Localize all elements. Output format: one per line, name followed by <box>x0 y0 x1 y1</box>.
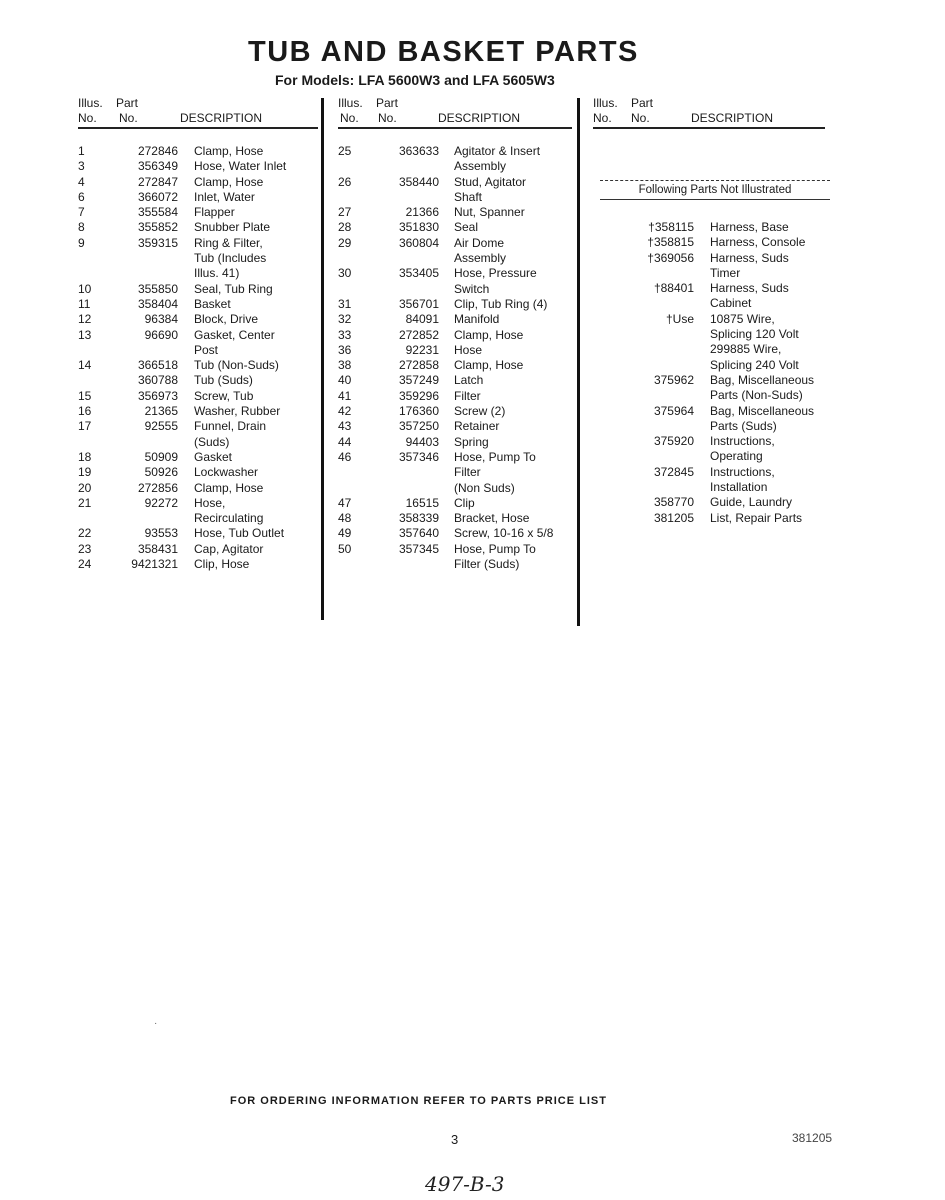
illus-number: 49 <box>338 526 352 541</box>
part-description: Guide, Laundry <box>710 495 793 510</box>
part-number: 381205 <box>653 510 694 525</box>
part-description: Clamp, Hose <box>194 144 264 158</box>
part-number: 356701 <box>398 296 439 311</box>
illus-no-header: No. <box>340 111 359 125</box>
header-rule <box>78 127 318 129</box>
part-description: Bracket, Hose <box>454 511 530 526</box>
part-description: Basket <box>194 296 231 311</box>
part-description: Hose, Pressure <box>454 266 537 281</box>
part-number: 96384 <box>144 312 178 327</box>
part-description: Screw (2) <box>454 404 506 419</box>
models-subtitle: For Models: LFA 5600W3 and LFA 5605W3 <box>275 72 555 88</box>
part-description: Bag, Miscellaneous <box>710 403 815 418</box>
part-description: List, Repair Parts <box>710 510 803 525</box>
part-number: 92231 <box>405 342 439 357</box>
part-description: Splicing 240 Volt <box>710 357 799 372</box>
illus-number: 50 <box>338 541 352 556</box>
part-number: 16515 <box>405 495 439 510</box>
handwritten-note: 497-B-3 <box>425 1172 505 1196</box>
part-description: Cap, Agitator <box>194 541 264 556</box>
part-number: 358404 <box>137 296 178 311</box>
part-description: Recirculating <box>194 511 264 526</box>
part-description: Hose, Water Inlet <box>194 159 287 174</box>
part-description: Splicing 120 Volt <box>710 327 799 342</box>
not-illustrated-note: Following Parts Not Illustrated <box>600 180 830 200</box>
illus-number: 40 <box>338 373 352 388</box>
part-description: Washer, Rubber <box>194 404 281 419</box>
part-number: 357346 <box>398 449 439 464</box>
part-description: Clamp, Hose <box>194 174 264 189</box>
illus-number: 48 <box>338 511 352 526</box>
part-description: Ring & Filter, <box>194 235 263 250</box>
part-number: 359315 <box>137 235 178 250</box>
page-title: TUB AND BASKET PARTS <box>248 36 639 68</box>
part-number: 359296 <box>398 388 439 403</box>
part-number: 360788 <box>137 373 178 388</box>
part-number: †358815 <box>647 235 694 250</box>
illus-number: 7 <box>78 205 85 220</box>
illus-number: 25 <box>338 144 352 158</box>
part-description: Installation <box>710 480 768 495</box>
header-rule <box>593 127 825 129</box>
part-number: 353405 <box>398 266 439 281</box>
part-no-header: No. <box>378 111 397 125</box>
part-number: 358440 <box>398 174 439 189</box>
illus-number: 33 <box>338 327 352 342</box>
part-number: †Use <box>665 311 694 326</box>
part-description: Hose, <box>194 495 226 510</box>
illus-number: 41 <box>338 388 352 403</box>
part-description: Stud, Agitator <box>454 174 527 189</box>
part-description: Nut, Spanner <box>454 205 525 220</box>
part-description: Operating <box>710 449 763 464</box>
part-description: Assembly <box>454 251 507 266</box>
part-number: †88401 <box>653 281 694 296</box>
part-description: Hose, Pump To <box>454 541 536 556</box>
part-number: 272847 <box>137 174 178 189</box>
illus-number: 42 <box>338 404 352 419</box>
part-number: †358115 <box>648 220 694 234</box>
illus-no-header: No. <box>593 111 612 125</box>
illus-number: 43 <box>338 419 352 434</box>
illus-header: Illus. <box>78 96 103 110</box>
part-description: Inlet, Water <box>194 189 255 204</box>
part-description: Assembly <box>454 159 507 174</box>
illus-number: 29 <box>338 235 352 250</box>
part-description: Instructions, <box>710 434 775 449</box>
part-number: 272858 <box>398 358 439 373</box>
part-number: 363633 <box>398 144 439 158</box>
illus-number: 6 <box>78 189 85 204</box>
description-header: DESCRIPTION <box>180 111 263 125</box>
part-description: Cabinet <box>710 296 752 311</box>
illus-number: 12 <box>78 312 92 327</box>
part-number: 357640 <box>398 526 439 541</box>
illus-number: 14 <box>78 358 92 373</box>
part-description: Harness, Suds <box>710 281 789 296</box>
part-description: Lockwasher <box>194 465 259 480</box>
part-description: Gasket, Center <box>194 327 275 342</box>
part-no-header: No. <box>631 111 650 125</box>
part-number: 272846 <box>137 144 178 158</box>
part-description: Tub (Suds) <box>194 373 253 388</box>
part-description: Hose, Pump To <box>454 449 536 464</box>
illus-number: 31 <box>338 296 352 311</box>
part-number: 358431 <box>137 541 178 556</box>
part-number: 357345 <box>398 541 439 556</box>
part-description: Screw, 10-16 x 5/8 <box>454 526 554 541</box>
part-description: Filter <box>454 388 481 403</box>
illus-number: 22 <box>78 526 92 541</box>
part-description: Seal <box>454 220 479 235</box>
part-description: Instructions, <box>710 464 775 479</box>
part-description: Hose <box>454 342 483 357</box>
part-description: Clip, Hose <box>194 557 250 572</box>
part-number: 9421321 <box>131 557 178 572</box>
part-description: Clamp, Hose <box>454 327 524 342</box>
illus-number: 11 <box>78 296 91 311</box>
illus-number: 9 <box>78 235 85 250</box>
part-description: Parts (Non-Suds) <box>710 388 803 403</box>
illus-number: 4 <box>78 174 85 189</box>
illus-number: 13 <box>78 327 92 342</box>
part-number: 21366 <box>405 205 439 220</box>
part-description: 299885 Wire, <box>710 342 782 357</box>
part-description: Tub (Non-Suds) <box>194 358 279 373</box>
part-description: Block, Drive <box>194 312 259 327</box>
part-description: Flapper <box>194 205 235 220</box>
part-description: Harness, Base <box>710 220 789 234</box>
illus-number: 26 <box>338 174 352 189</box>
illus-number: 19 <box>78 465 92 480</box>
part-number: 272856 <box>137 480 178 495</box>
illus-number: 15 <box>78 388 92 403</box>
illus-number: 28 <box>338 220 352 235</box>
part-description: Retainer <box>454 419 500 434</box>
part-number: 92555 <box>144 419 178 434</box>
illus-number: 10 <box>78 281 92 296</box>
part-number: 375920 <box>653 434 694 449</box>
illus-no-header: No. <box>78 111 97 125</box>
illus-number: 23 <box>78 541 92 556</box>
illus-number: 18 <box>78 449 92 464</box>
part-number: 50909 <box>144 449 178 464</box>
part-description: Filter (Suds) <box>454 557 520 572</box>
part-description: (Suds) <box>194 434 230 449</box>
column-divider-left <box>321 98 324 620</box>
header-rule <box>338 127 572 129</box>
illus-number: 8 <box>78 220 85 235</box>
part-number: 21365 <box>144 404 178 419</box>
part-header: Part <box>116 96 139 110</box>
part-description: Shaft <box>454 189 483 204</box>
description-header: DESCRIPTION <box>438 111 521 125</box>
part-description: Clamp, Hose <box>194 480 264 495</box>
part-number: 358770 <box>653 495 694 510</box>
scan-speck: · <box>154 1018 158 1029</box>
part-description: Gasket <box>194 449 233 464</box>
part-number: 92272 <box>144 495 178 510</box>
part-number: 366518 <box>137 358 178 373</box>
part-number: 94403 <box>405 434 439 449</box>
illus-header: Illus. <box>593 96 618 110</box>
part-description: Clamp, Hose <box>454 358 524 373</box>
illus-number: 21 <box>78 495 92 510</box>
part-description: Latch <box>454 373 484 388</box>
part-description: Clip, Tub Ring (4) <box>454 296 548 311</box>
part-description: Screw, Tub <box>194 388 254 403</box>
part-number: 357249 <box>398 373 439 388</box>
part-number: †369056 <box>647 250 694 265</box>
part-description: (Non Suds) <box>454 480 515 495</box>
part-number: 176360 <box>398 404 439 419</box>
illus-number: 27 <box>338 205 352 220</box>
illus-header: Illus. <box>338 96 363 110</box>
part-number: 84091 <box>405 312 439 327</box>
part-header: Part <box>376 96 399 110</box>
part-description: Timer <box>710 265 741 280</box>
part-number: 355584 <box>137 205 178 220</box>
part-number: 351830 <box>398 220 439 235</box>
part-number: 360804 <box>398 235 439 250</box>
part-description: Post <box>194 342 219 357</box>
illus-number: 46 <box>338 449 352 464</box>
page-number: 3 <box>451 1132 459 1147</box>
part-number: 375964 <box>653 403 694 418</box>
part-description: Parts (Suds) <box>710 418 777 433</box>
part-number: 272852 <box>398 327 439 342</box>
part-number: 372845 <box>653 464 694 479</box>
part-description: Tub (Includes <box>194 251 267 266</box>
part-description: Switch <box>454 281 490 296</box>
illus-number: 24 <box>78 557 92 572</box>
part-description: Filter <box>454 465 481 480</box>
illus-number: 3 <box>78 159 85 174</box>
part-number: 366072 <box>137 189 178 204</box>
part-description: Harness, Console <box>710 235 806 250</box>
part-no-header: No. <box>119 111 138 125</box>
part-description: Seal, Tub Ring <box>194 281 273 296</box>
part-number: 50926 <box>144 465 178 480</box>
illus-number: 44 <box>338 434 352 449</box>
part-description: Manifold <box>454 312 500 327</box>
illus-number: 20 <box>78 480 92 495</box>
part-number: 357250 <box>398 419 439 434</box>
part-description: Harness, Suds <box>710 250 789 265</box>
part-description: Agitator & Insert <box>454 144 541 158</box>
illus-number: 1 <box>78 144 85 158</box>
illus-number: 16 <box>78 404 92 419</box>
illus-number: 47 <box>338 495 352 510</box>
column-divider-right <box>577 98 580 626</box>
part-description: Snubber Plate <box>194 220 271 235</box>
part-description: Illus. 41) <box>194 266 240 281</box>
part-description: Funnel, Drain <box>194 419 267 434</box>
illus-number: 36 <box>338 342 352 357</box>
part-number: 375962 <box>653 372 694 387</box>
illus-number: 32 <box>338 312 352 327</box>
illus-number: 30 <box>338 266 352 281</box>
part-description: Bag, Miscellaneous <box>710 372 815 387</box>
ordering-footer: FOR ORDERING INFORMATION REFER TO PARTS PRICE LIST <box>230 1095 607 1107</box>
part-description: Clip <box>454 495 475 510</box>
illus-number: 38 <box>338 358 352 373</box>
illus-number: 17 <box>78 419 92 434</box>
document-code: 381205 <box>792 1131 833 1145</box>
part-description: Spring <box>454 434 489 449</box>
part-number: 93553 <box>144 526 178 541</box>
part-number: 355850 <box>137 281 178 296</box>
part-description: 10875 Wire, <box>710 311 775 326</box>
part-number: 356349 <box>137 159 178 174</box>
part-number: 358339 <box>398 511 439 526</box>
description-header: DESCRIPTION <box>691 111 774 125</box>
part-header: Part <box>631 96 654 110</box>
part-number: 96690 <box>144 327 178 342</box>
part-number: 355852 <box>137 220 178 235</box>
part-number: 356973 <box>137 388 178 403</box>
part-description: Hose, Tub Outlet <box>194 526 285 541</box>
part-description: Air Dome <box>454 235 505 250</box>
